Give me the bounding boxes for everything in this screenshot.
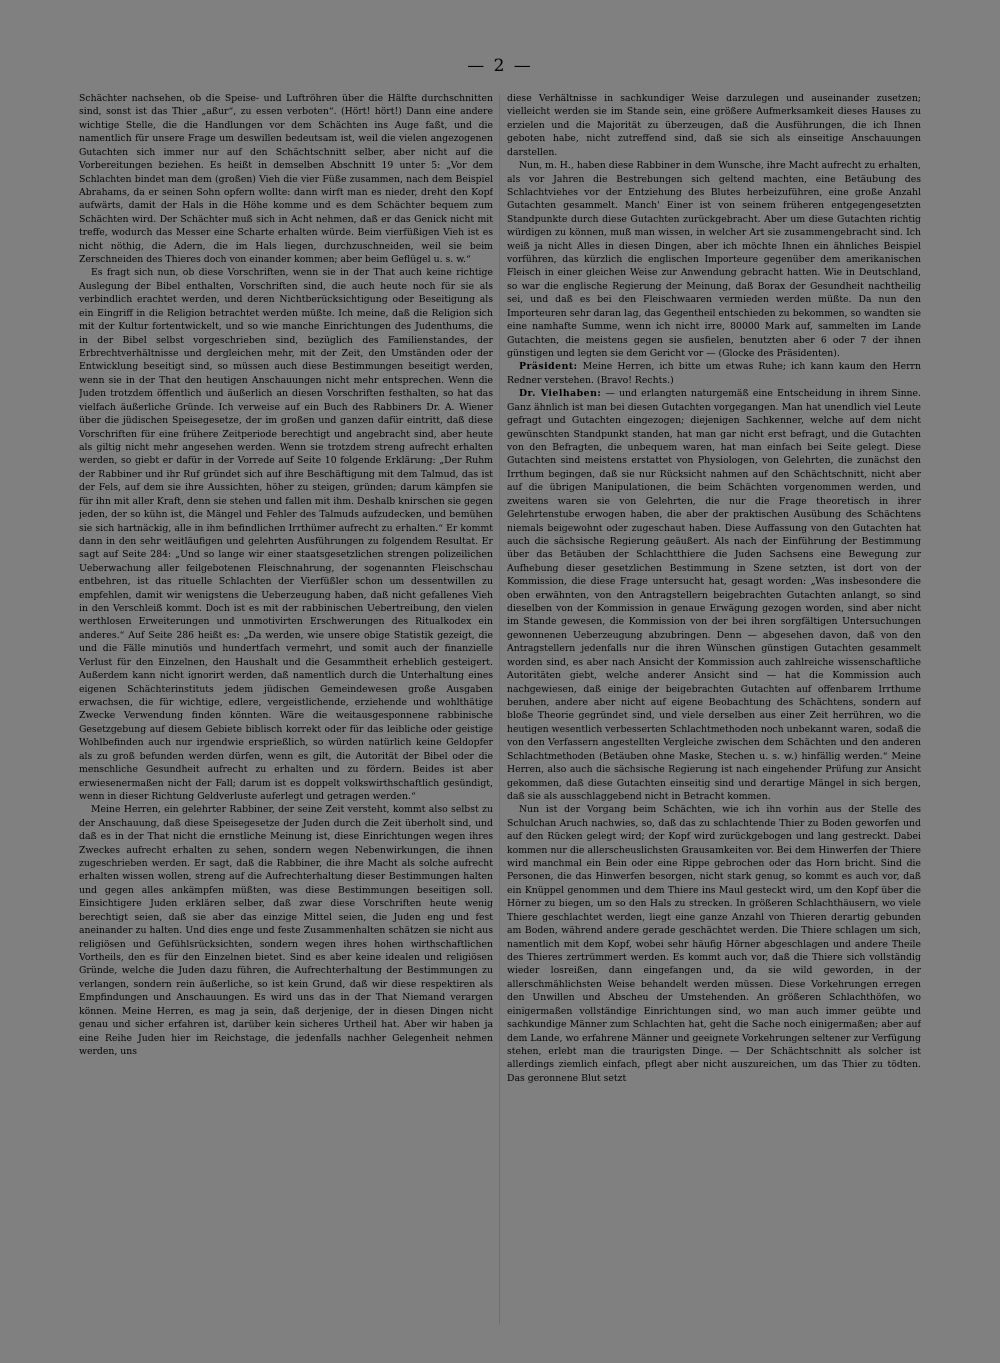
paragraph: diese Verhältnisse in sachkundiger Weise darzulegen und auseinander zusetzen; vielleicht werden sie im Stande sein, eine größere Aufmerksamkeit dieses Hauses zu erzielen und die Majorität zu überzeugen, daß die Ausführungen, die ich Ihnen geboten habe, nicht zutreffend sind, daß sie sich als einseitige Anschauungen darstellen. [507, 93, 921, 158]
speaker-paragraph: Präsident: Meine Herren, ich bitte um etwas Ruhe; ich kann kaum den Herrn Redner verstehen. (Bravo! Rechts.) [507, 361, 921, 386]
right-column [507, 92, 921, 1340]
page-number: — 2 — [467, 56, 533, 76]
column-divider [499, 94, 500, 1324]
left-column [79, 92, 493, 1340]
paragraph: Es fragt sich nun, ob diese Vorschriften, wenn sie in der That auch keine richtige Auslegung der Bibel enthalten, Vorschriften sind, die auch heute noch für sie als verbindlich erachtet werden, und deren Nichtberücksichtigung oder Beseitigung als ein Eingriff in die Religion betrachtet werden müßte. Ich meine, daß die Religion sich mit der Kultur fortentwickelt, und so wie manche Einrichtungen des Judenthums, die in der Bibel selbst vorgeschrieben sind, bezüglich des Familienstandes, der Erbrechtverhältnisse und dergleichen mehr, mit der Zeit, den Umständen oder der Entwicklung beseitigt sind, so müssen auch diese Bestimmungen beseitigt werden, wenn sie in der That den heutigen Anschauungen nicht mehr entsprechen. Wenn die Juden trotzdem öffentlich und äußerlich an diesen Vorschriften festhalten, so hat das vielfach äußerliche Gründe. Ich verweise auf ein Buch des Rabbiners Dr. A. Wiener über die jüdischen Speisegesetze, der im großen und ganzen dafür eintritt, daß diese Vorschriften für eine frühere Zeitperiode berechtigt und angebracht sind, aber heute als giltig nicht mehr angesehen werden. Wenn sie trotzdem streng aufrecht erhalten werden, so giebt er dafür in der Vorrede auf Seite 10 folgende Erklärung: „Der Ruhm der Rabbiner und ihr Ruf gründet sich auf ihre Beschäftigung mit dem Talmud, das ist der Fels, auf dem sie ihre Aussichten, höher zu steigen, gründen; darum kämpfen sie für ihn mit aller Kraft, denn sie stehen und fallen mit ihm. Deshalb knirschen sie gegen jeden, der so kühn ist, die Mängel und Fehler des Talmuds aufzudecken, und bemühen sie sich hartnäckig, alle in ihm befindlichen Irrthümer aufrecht zu erhalten.“ Er kommt dann in den sehr weitläufigen und gelehrten Ausführungen zu folgendem Resultat. Er sagt auf Seite 284: „Und so lange wir einer staatsgesetzlichen strengen polizeilichen Ueberwachung aller feilgebotenen Fleischnahrung, der sogenannten Fleischschau entbehren, ist das rituelle Schlachten der Vierfüßler schon um dessentwillen zu empfehlen, damit wir wenigstens die Ueberzeugung haben, daß nicht gefallenes Vieh in den Verschleiß kommt. Doch ist es mit der rabbinischen Uebertreibung, den vielen werthlosen Erweiterungen und unmotivirten Erschwerungen des Ritualkodex ein anderes.“ Auf Seite 286 heißt es: „Da werden, wie unsere obige Statistik gezeigt, die und die Fälle minutiös und hundertfach vermehrt, und somit auch der finanzielle Verlust für den Einzelnen, den Haushalt und die Gesammtheit erheblich gesteigert. Außerdem kann nicht ignorirt werden, daß namentlich durch die Unterhaltung eines eigenen Schächterinstituts jedem jüdischen Gemeindewesen große Ausgaben erwachsen, die für wichtige, edlere, vergeistlichende, erziehende und wohlthätige Zwecke Verwendung finden könnten. Wäre die weitausgesponnene rabbinische Gesetzgebung auf diesem Gebiete biblisch korrekt oder für das leibliche oder geistige Wohlbefinden auch nur irgendwie ersprießlich, so würden natürlich keine Geldopfer als zu groß befunden werden dürfen, wenn es gilt, die Autorität der Bibel oder die menschliche Gesundheit aufrecht zu erhalten und zu fördern. Beides ist aber erwiesenermaßen nicht der Fall; darum ist es doppelt volkswirthschaftlich gesündigt, wenn in dieser Richtung Geldverluste auferlegt und getragen werden.“ [79, 267, 493, 802]
paragraph: Nun, m. H., haben diese Rabbiner in dem Wunsche, ihre Macht aufrecht zu erhalten, als vor Jahren die Bestrebungen sich geltend machten, eine Betäubung des Schlachtviehes vor der Entziehung des Blutes herbeizuführen, eine große Anzahl Gutachten gesammelt. Manch' Einer ist von seinem früheren entgegengesetzten Standpunkte durch diese Gutachten zurückgebracht. Aber um diese Gutachten richtig würdigen zu können, muß man wissen, in welcher Art sie zusammengebracht sind. Ich weiß ja nicht Alles in diesen Dingen, aber ich möchte Ihnen ein ähnliches Beispiel vorführen, das kürzlich die englischen Importeure gegenüber dem amerikanischen Fleisch in einer gleichen Weise zur Anwendung gebracht hatten. Wie in Deutschland, so war die englische Regierung der Meinung, daß Borax der Gesundheit nachtheilig sei, und daß es bei den Fleischwaaren vermieden werden müßte. Da nun den Importeuren sehr daran lag, das Gegentheil entschieden zu bekommen, so wandten sie eine namhafte Summe, wenn ich nicht irre, 80000 Mark auf, sammelten im Lande Gutachten, die meistens gegen sie ausfielen, benutzten aber 6 oder 7 der ihnen günstigen und legten sie dem Gericht vor — (Glocke des Präsidenten). [507, 160, 921, 360]
paragraph: Meine Herren, ein gelehrter Rabbiner, der seine Zeit versteht, kommt also selbst zu der Anschauung, daß diese Speisegesetze der Juden durch die Zeit überholt sind, und daß es in der That nicht die ernstliche Meinung ist, diese Einrichtungen wegen ihres Zweckes aufrecht erhalten zu sehen, sondern wegen Nebenwirkungen, die ihnen zugeschrieben werden. Er sagt, daß die Rabbiner, die ihre Macht als solche aufrecht erhalten wissen wollen, streng auf die Aufrechterhaltung dieser Bestimmungen halten und gegen alles ankämpfen müßten, was diese Bestimmungen beseitigen soll. Einsichtigere Juden erklären selber, daß zwar diese Vorschriften heute wenig berechtigt seien, daß sie aber das einzige Mittel seien, die Juden eng und fest aneinander zu halten. Und dies enge und feste Zusammenhalten schätzen sie nicht aus religiösen und Gefühlsrücksichten, sondern wegen ihres hohen wirthschaftlichen Vortheils, den es für den Einzelnen bietet. Sind es aber keine idealen und religiösen Gründe, welche die Juden dazu führen, die Aufrechterhaltung der Bestimmungen zu verlangen, sondern rein äußerliche, so ist kein Grund, daß wir diese respektiren als Empfindungen und Anschauungen. Es wird uns das in der That Niemand verargen können. Meine Herren, es mag ja sein, daß derjenige, der in diesen Dingen nicht genau und sicher erfahren ist, darüber kein sicheres Urtheil hat. Aber wir haben ja eine Reihe Juden hier im Reichstage, die jedenfalls nachher Gelegenheit nehmen werden, uns [79, 804, 493, 1057]
speaker-name: Dr. Vielhaben: [519, 388, 602, 400]
speaker-paragraph: Dr. Vielhaben: — und erlangten naturgemäß eine Entscheidung in ihrem Sinne. Ganz ähnlich ist man bei diesen Gutachten vorgegangen. Man hat unendlich viel Leute gefragt und Gutachten eingezogen; diejenigen Sachkenner, welche auf dem nicht gewünschten Standpunkt standen, hat man gar nicht erst befragt, und die Gutachten von den Befragten, die unbequem waren, hat man einfach bei Seite gelegt. Diese Gutachten sind meistens erstattet von Physiologen, von Gelehrten, die zunächst den Irrthum begingen, daß sie nur Rücksicht nahmen auf den Schächtschnitt, nicht aber auf die übrigen Manipulationen, die beim Schächten vorgenommen werden, und zweitens waren sie von Gelehrten, die nur die Frage theoretisch in ihrer Gelehrtenstube erwogen haben, die aber der praktischen Ausübung des Schächtens niemals beigewohnt oder zugeschaut haben. Diese Auffassung von den Gutachten hat auch die sächsische Regierung geäußert. Als nach der Einführung der Bestimmung über das Betäuben der Schlachtthiere die Juden Sachsens eine Bewegung zur Aufhebung dieser gesetzlichen Bestimmung in Szene setzten, ist dort von der Kommission, die diese Frage untersucht hat, gesagt worden: „Was insbesondere die oben erwähnten, von den Antragstellern beigebrachten Gutachten anlangt, so sind dieselben von der Kommission in genaue Erwägung gezogen worden, sind aber nicht im Stande gewesen, die Kommission von der bei ihren sorgfältigen Untersuchungen gewonnenen Ueberzeugung abzubringen. Denn — abgesehen davon, daß von den Antragstellern jedenfalls nur die ihren Wünschen günstigen Gutachten gesammelt worden sind, es aber nach Ansicht der Kommission auch zahlreiche wissenschaftliche Autoritäten giebt, welche anderer Ansicht sind — hat die Kommission auch nachgewiesen, daß einige der beigebrachten Gutachten auf offenbarem Irrthume beruhen, andere aber nicht auf eigene Beobachtung des Schächtens, sondern auf bloße Theorie gegründet sind, und viele derselben aus einer Zeit herrühren, wo die heutigen wesentlich verbesserten Schlachtmethoden noch unbekannt waren, sodaß die von den Verfassern angestellten Vergleiche zwischen dem Schächten und den anderen Schlachtmethoden (Betäuben ohne Maske, Stechen u. s. w.) hinfällig werden.“ Meine Herren, also auch die sächsische Regierung ist nach eingehender Prüfung zur Ansicht gekommen, daß diese Gutachten einseitig sind und derartige Mängel in sich bergen, daß sie als ausschlaggebend nicht in Betracht kommen. [507, 388, 921, 802]
paragraph: Nun ist der Vorgang beim Schächten, wie ich ihn vorhin aus der Stelle des Schulchan Aruch nachwies, so, daß das zu schlachtende Thier zu Boden geworfen und auf den Rücken gelegt wird; der Kopf wird zurückgebogen und lang gestreckt. Dabei kommen nur die allerscheuslichsten Grausamkeiten vor. Bei dem Hinwerfen der Thiere wird manchmal ein Bein oder eine Rippe gebrochen oder das Horn bricht. Sind die Personen, die das Hinwerfen besorgen, nicht stark genug, so kommt es auch vor, daß ein Knüppel genommen und dem Thiere ins Maul gesteckt wird, um den Kopf über die Hörner zu biegen, um so den Hals zu strecken. In größeren Schlachthäusern, wo viele Thiere geschlachtet werden, liegt eine ganze Anzahl von Thieren derartig gebunden am Boden, während andere gerade geschächtet werden. Die Thiere schlagen um sich, namentlich mit dem Kopf, wobei sehr häufig Hörner abgeschlagen und andere Theile des Thieres zertrümmert werden. Es kommt auch vor, daß die Thiere sich vollständig wieder losreißen, dann eingefangen und, da sie wild geworden, in der allerschmählichsten Weise behandelt werden müssen. Diese Vorkehrungen erregen den Unwillen und Abscheu der Umstehenden. An größeren Schlachthöfen, wo einigermaßen vollständige Einrichtungen sind, wo man auch immer geübte und sachkundige Männer zum Schlachten hat, geht die Sache noch einigermaßen; aber auf dem Lande, wo erfahrene Männer und geeignete Vorkehrungen seltener zur Verfügung stehen, erlebt man die traurigsten Dinge. — Der Schächtschnitt als solcher ist allerdings ziemlich einfach, pflegt aber nicht auszureichen, um das Thier zu tödten. Das geronnene Blut setzt [507, 804, 921, 1084]
speaker-name: Präsident: [519, 361, 578, 373]
paragraph: Schächter nachsehen, ob die Speise- und Luftröhren über die Hälfte durchschnitten sind, sonst ist das Thier „aßur“, zu essen verboten“. (Hört! hört!) Dann eine andere wichtige Stelle, die die Handlungen vor dem Schächten ins Auge faßt, und die namentlich für unsere Frage um deswillen bedeutsam ist, weil die vielen angezogenen Gutachten sich immer nur auf den Schächtschnitt selber, aber nicht auf die Vorbereitungen beziehen. Es heißt in demselben Abschnitt 19 unter 5: „Vor dem Schlachten bindet man dem (großen) Vieh die vier Füße zusammen, nach dem Beispiel Abrahams, da er seinen Sohn opfern wollte: dann wirft man es nieder, dreht den Kopf aufwärts, damit der Hals in die Höhe komme und es dem Schächter bequem zum Schächten wird. Der Schächter muß sich in Acht nehmen, daß er das Genick nicht mit treffe, wodurch das Messer eine Scharte erhalten würde. Beim vierfüßigen Vieh ist es nicht nöthig, die Adern, die im Hals liegen, durchzuschneiden, weil sie beim Zerschneiden des Thieres doch von einander kommen; aber beim Geflügel u. s. w.“ [79, 93, 493, 266]
